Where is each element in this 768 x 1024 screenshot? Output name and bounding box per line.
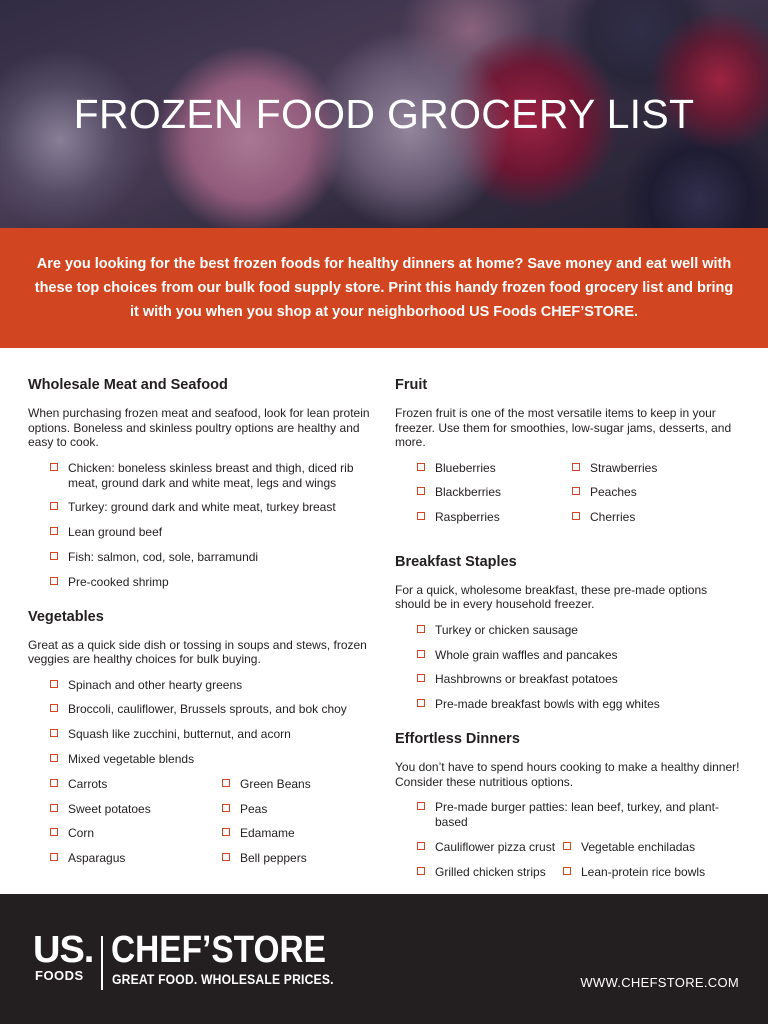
checkbox-icon[interactable]	[50, 463, 58, 471]
checkbox-icon[interactable]	[417, 650, 425, 658]
checklist-item[interactable]: Broccoli, cauliflower, Brussels sprouts, and bok choy	[28, 702, 373, 717]
checklist	[395, 623, 740, 712]
right-column	[395, 376, 740, 908]
checkbox-icon[interactable]	[222, 828, 230, 836]
checklist-item[interactable]: Lean-protein rice bowls	[563, 865, 723, 880]
checkbox-icon[interactable]	[50, 502, 58, 510]
section-breakfast	[395, 553, 740, 712]
section-fruit	[395, 376, 740, 535]
checkbox-icon[interactable]	[50, 804, 58, 812]
checklist-item[interactable]: Cherries	[550, 510, 705, 525]
checklist-item[interactable]: Pre-cooked shrimp	[28, 575, 373, 590]
checkbox-icon[interactable]	[563, 867, 571, 875]
intro-text: Are you looking for the best frozen foods for healthy dinners at home? Save money and eat well with these top choices from our bulk food supply store. Print this handy frozen food grocery list and bring it with you when you shop at your neighborhood US Foods CHEF’STORE.	[34, 256, 734, 320]
checklist-item[interactable]: Turkey or chicken sausage	[395, 623, 740, 638]
checkbox-icon[interactable]	[222, 804, 230, 812]
checkbox-icon[interactable]	[417, 842, 425, 850]
checkbox-icon[interactable]	[50, 754, 58, 762]
checkbox-icon[interactable]	[572, 463, 580, 471]
checklist-item[interactable]: Blackberries	[395, 485, 550, 500]
checklist-item[interactable]: Strawberries	[550, 461, 705, 476]
website-link[interactable]: WWW.CHEFSTORE.COM	[580, 975, 739, 990]
checkbox-icon[interactable]	[50, 853, 58, 861]
section-vegetables	[28, 608, 373, 876]
checklist-item[interactable]: Mixed vegetable blends	[28, 752, 373, 767]
checklist-item[interactable]: Peas	[200, 802, 372, 817]
checklist-item[interactable]: Pre-made breakfast bowls with egg whites	[395, 697, 740, 712]
checklist-two-column	[395, 461, 740, 535]
checkbox-icon[interactable]	[50, 527, 58, 535]
checklist-item[interactable]: Whole grain waffles and pancakes	[395, 648, 740, 663]
checklist-item[interactable]: Sweet potatoes	[28, 802, 200, 817]
checkbox-icon[interactable]	[417, 867, 425, 875]
checkbox-icon[interactable]	[50, 704, 58, 712]
section-heading: Vegetables	[28, 608, 104, 625]
checkbox-icon[interactable]	[50, 779, 58, 787]
checklist-item[interactable]: Chicken: boneless skinless breast and thigh, diced rib meat, ground dark and white meat, legs and wings	[28, 461, 373, 491]
checkbox-icon[interactable]	[417, 487, 425, 495]
checklist-item[interactable]: Spinach and other hearty greens	[28, 678, 373, 693]
logo-divider	[101, 936, 103, 990]
checkbox-icon[interactable]	[222, 853, 230, 861]
checkbox-icon[interactable]	[222, 779, 230, 787]
section-heading: Effortless Dinners	[395, 731, 520, 748]
logo-chefstore: CHEF’STORE	[111, 929, 326, 971]
checklist-item[interactable]: Green Beans	[200, 777, 372, 792]
section-dinners	[395, 730, 740, 889]
checklist-item[interactable]: Hashbrowns or breakfast potatoes	[395, 672, 740, 687]
left-column	[28, 376, 373, 894]
checkbox-icon[interactable]	[50, 680, 58, 688]
logo-us: US.	[33, 929, 94, 971]
checkbox-icon[interactable]	[50, 828, 58, 836]
checklist	[28, 461, 373, 590]
checkbox-icon[interactable]	[50, 577, 58, 585]
section-description: For a quick, wholesome breakfast, these pre-made options should be in every household freezer.	[395, 582, 708, 612]
checkbox-icon[interactable]	[563, 842, 571, 850]
logo-tagline: GREAT FOOD. WHOLESALE PRICES.	[112, 972, 334, 987]
checkbox-icon[interactable]	[417, 674, 425, 682]
checklist-item[interactable]: Raspberries	[395, 510, 550, 525]
page-title: FROZEN FOOD GROCERY LIST	[73, 91, 695, 137]
checkbox-icon[interactable]	[572, 487, 580, 495]
logo-foods: FOODS	[35, 968, 84, 983]
checkbox-icon[interactable]	[417, 802, 425, 810]
checklist-item[interactable]: Grilled chicken strips	[395, 865, 563, 880]
section-description: When purchasing frozen meat and seafood, look for lean protein options. Boneless and skinless poultry options are healthy and easy to cook.	[28, 406, 370, 449]
checkbox-icon[interactable]	[50, 552, 58, 560]
checklist-two-column	[28, 777, 373, 876]
checklist-item[interactable]: Cauliflower pizza crust	[395, 840, 563, 855]
section-heading: Wholesale Meat and Seafood	[28, 377, 228, 393]
checkbox-icon[interactable]	[417, 699, 425, 707]
section-heading: Fruit	[395, 377, 428, 393]
checklist-item[interactable]: Vegetable enchiladas	[563, 840, 723, 855]
checklist-item[interactable]: Blueberries	[395, 461, 550, 476]
checkbox-icon[interactable]	[417, 512, 425, 520]
checklist-item[interactable]: Corn	[28, 826, 200, 841]
section-meat-seafood	[28, 376, 373, 590]
checklist	[28, 678, 373, 767]
checklist-item[interactable]: Pre-made burger patties: lean beef, turkey, and plant-based	[395, 800, 740, 830]
checklist-item[interactable]: Asparagus	[28, 851, 200, 866]
checklist-two-column	[395, 840, 740, 890]
checklist-item[interactable]: Carrots	[28, 777, 200, 792]
checklist-item[interactable]: Fish: salmon, cod, sole, barramundi	[28, 550, 373, 565]
checklist-item[interactable]: Squash like zucchini, butternut, and acorn	[28, 727, 373, 742]
checkbox-icon[interactable]	[572, 512, 580, 520]
section-heading: Breakfast Staples	[395, 553, 517, 570]
checklist-item[interactable]: Peaches	[550, 485, 705, 500]
hero-image-berries	[0, 0, 768, 228]
checkbox-icon[interactable]	[417, 463, 425, 471]
checklist-item[interactable]: Lean ground beef	[28, 525, 373, 540]
checkbox-icon[interactable]	[50, 729, 58, 737]
section-description: Great as a quick side dish or tossing in soups and stews, frozen veggies are healthy choices for bulk buying.	[28, 637, 367, 667]
section-description: You don’t have to spend hours cooking to make a healthy dinner! Consider these nutritious options.	[395, 760, 740, 789]
checklist	[395, 800, 740, 830]
section-description: Frozen fruit is one of the most versatile items to keep in your freezer. Use them for smoothies, low-sugar jams, desserts, and more.	[395, 406, 732, 449]
checklist-item[interactable]: Edamame	[200, 826, 372, 841]
checklist-item[interactable]: Turkey: ground dark and white meat, turkey breast	[28, 500, 373, 515]
checkbox-icon[interactable]	[417, 625, 425, 633]
intro-banner	[0, 228, 768, 348]
checklist-item[interactable]: Bell peppers	[200, 851, 372, 866]
